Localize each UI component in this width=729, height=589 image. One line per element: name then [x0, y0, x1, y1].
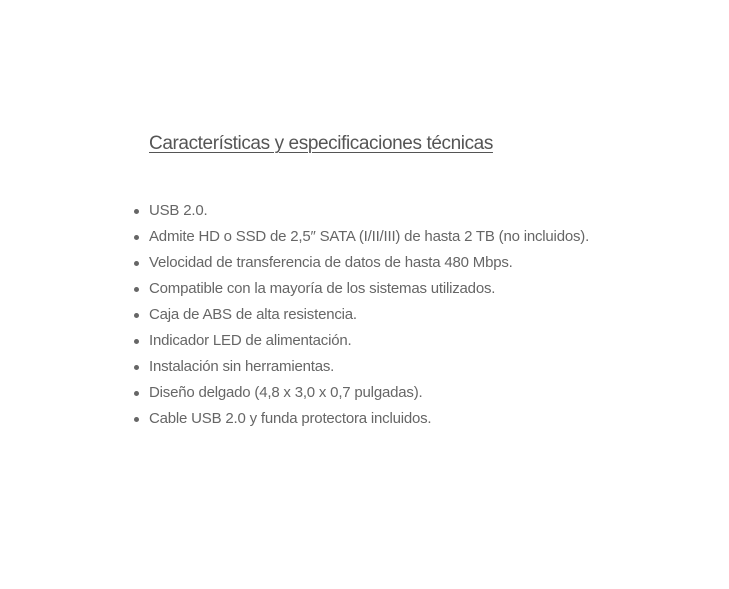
list-item — [133, 198, 693, 224]
bullet-icon — [134, 365, 139, 370]
list-item — [133, 328, 693, 354]
list-item — [133, 250, 693, 276]
bullet-icon — [134, 235, 139, 240]
list-item-text: Compatible con la mayoría de los sistemas utilizados. — [149, 280, 496, 297]
bullet-icon — [134, 287, 139, 292]
bullet-icon — [134, 391, 139, 396]
bullet-icon — [134, 209, 139, 214]
list-item — [133, 224, 693, 250]
spec-list — [133, 198, 693, 432]
list-item — [133, 276, 693, 302]
bullet-icon — [134, 417, 139, 422]
bullet-icon — [134, 339, 139, 344]
list-item — [133, 354, 693, 380]
section-title: Características y especificaciones técnicas — [149, 133, 493, 154]
list-item-text: Diseño delgado (4,8 x 3,0 x 0,7 pulgadas). — [149, 384, 423, 401]
list-item — [133, 380, 693, 406]
list-item-text: Instalación sin herramientas. — [149, 358, 335, 375]
list-item-text: Caja de ABS de alta resistencia. — [149, 306, 357, 323]
list-item — [133, 302, 693, 328]
list-item — [133, 406, 693, 432]
list-item-text: Velocidad de transferencia de datos de hasta 480 Mbps. — [149, 254, 513, 271]
bullet-icon — [134, 261, 139, 266]
list-item-text: Indicador LED de alimentación. — [149, 332, 352, 349]
list-item-text: Cable USB 2.0 y funda protectora incluidos. — [149, 410, 432, 427]
list-item-text: USB 2.0. — [149, 202, 208, 219]
bullet-icon — [134, 313, 139, 318]
list-item-text: Admite HD o SSD de 2,5″ SATA (I/II/III) de hasta 2 TB (no incluidos). — [149, 228, 590, 245]
